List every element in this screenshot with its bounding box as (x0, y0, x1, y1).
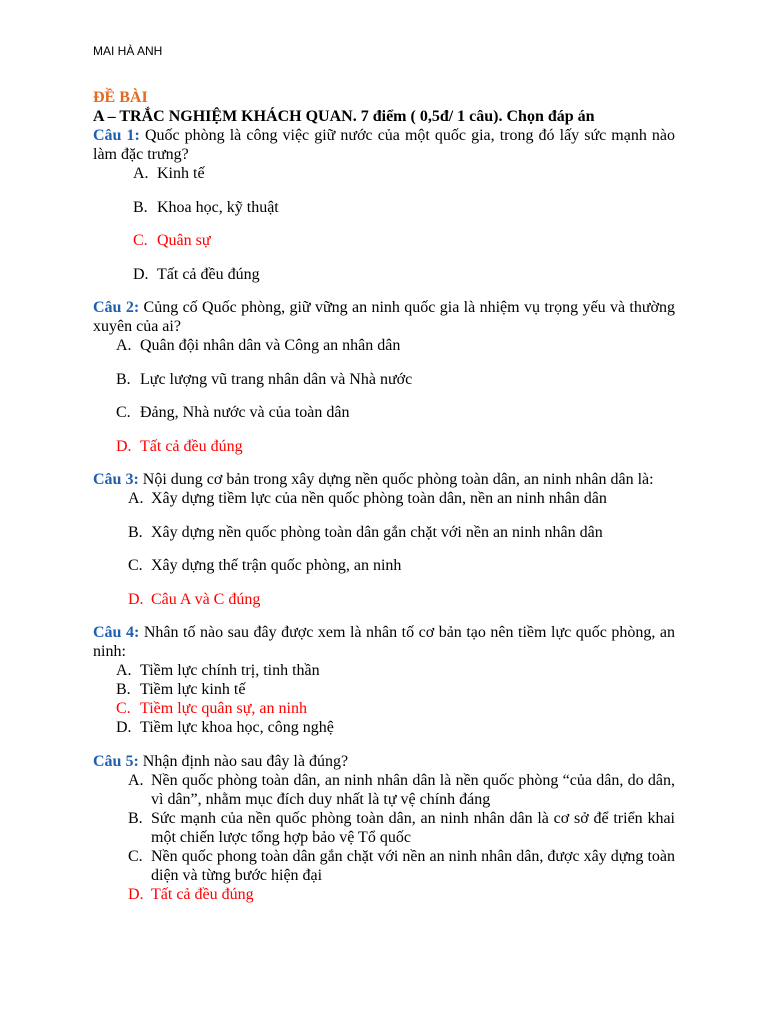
question-text (93, 752, 675, 771)
option (93, 523, 675, 542)
option-letter: A. (116, 337, 132, 354)
option (93, 336, 675, 355)
option-letter: A. (128, 490, 144, 507)
option-text: Tất cả đều đúng (140, 437, 243, 455)
option-correct (93, 699, 675, 718)
option-text: Tất cả đều đúng (151, 885, 254, 903)
option-letter: A. (128, 771, 144, 789)
option-text: Nền quốc phong toàn dân gắn chặt với nền an ninh nhân dân, được xây dựng toàn diện và từng bước hiện đại (151, 847, 675, 884)
author-header: MAI HÀ ANH (93, 44, 163, 58)
option-letter: A. (116, 662, 132, 679)
option-letter: D. (128, 885, 144, 903)
option-text: Xây dựng thế trận quốc phòng, an ninh (151, 557, 402, 574)
option-text: Khoa học, kỹ thuật (157, 198, 279, 216)
option-letter: C. (128, 847, 143, 865)
question-3 (93, 470, 675, 609)
question-label: Câu 5: (93, 752, 139, 770)
option-correct (93, 590, 675, 609)
option (93, 370, 675, 389)
option (93, 771, 675, 809)
option-text: Tiềm lực khoa học, công nghệ (140, 719, 334, 736)
option-text: Lực lượng vũ trang nhân dân và Nhà nước (140, 370, 413, 388)
option-text: Câu A và C đúng (151, 590, 261, 608)
question-body: Củng cố Quốc phòng, giữ vững an ninh quốc gia là nhiệm vụ trọng yếu và thường xuyên của ai? (93, 299, 675, 335)
question-text (93, 126, 675, 164)
option-letter: D. (128, 590, 144, 608)
option-text: Kinh tế (157, 165, 205, 182)
option-letter: A. (133, 165, 149, 182)
exam-title: ĐỀ BÀI (93, 89, 148, 106)
question-2 (93, 298, 675, 456)
option (93, 198, 675, 217)
option-correct (93, 231, 675, 250)
option-text: Nền quốc phòng toàn dân, an ninh nhân dân là nền quốc phòng “của dân, do dân, vì dân”, nhằm mục đích duy nhất là tự vệ chính đáng (151, 771, 675, 808)
option-letter: C. (116, 404, 131, 421)
option-text: Xây dựng nền quốc phòng toàn dân gắn chặt với nền an ninh nhân dân (151, 523, 603, 541)
option (93, 489, 675, 508)
option-text: Tiềm lực chính trị, tinh thần (140, 662, 320, 679)
question-label: Câu 4: (93, 624, 140, 641)
option-text: Quân đội nhân dân và Công an nhân dân (140, 337, 401, 354)
question-5 (93, 752, 675, 904)
option-letter: C. (116, 700, 131, 717)
option-letter: B. (133, 198, 148, 216)
option-text: Quân sự (157, 232, 211, 249)
option-correct (93, 885, 675, 904)
question-text (93, 470, 675, 489)
option-letter: C. (128, 557, 143, 574)
question-body: Nội dung cơ bản trong xây dựng nền quốc phòng toàn dân, an ninh nhân dân là: (142, 471, 654, 488)
option-correct (93, 437, 675, 456)
option-letter: B. (128, 809, 143, 827)
option-letter: D. (133, 265, 149, 283)
option-letter: C. (133, 232, 148, 249)
question-text (93, 623, 675, 661)
option-text: Sức mạnh của nền quốc phòng toàn dân, an ninh nhân dân là cơ sở để triển khai một chiến lược tổng hợp bảo vệ Tổ quốc (151, 809, 675, 846)
option-text: Xây dựng tiềm lực của nền quốc phòng toàn dân, nền an ninh nhân dân (151, 490, 607, 507)
question-body: Quốc phòng là công việc giữ nước của một quốc gia, trong đó lấy sức mạnh nào làm đặc trưng? (93, 127, 676, 163)
option-letter: B. (128, 523, 143, 541)
option (93, 164, 675, 183)
question-body: Nhân tố nào sau đây được xem là nhân tố cơ bản tạo nên tiềm lực quốc phòng, an ninh: (93, 624, 676, 660)
option (93, 718, 675, 737)
question-4 (93, 623, 675, 737)
question-1 (93, 126, 675, 284)
option-letter: D. (116, 437, 132, 455)
option-letter: B. (116, 370, 131, 388)
option (93, 847, 675, 885)
option (93, 661, 675, 680)
option (93, 556, 675, 575)
exam-content (93, 88, 675, 904)
question-label: Câu 3: (93, 471, 139, 488)
option-text: Tiềm lực kinh tế (140, 681, 246, 698)
question-label: Câu 2: (93, 299, 140, 316)
option-letter: B. (116, 681, 131, 698)
option (93, 680, 675, 699)
option (93, 809, 675, 847)
question-label: Câu 1: (93, 127, 140, 144)
option-text: Tất cả đều đúng (157, 265, 260, 283)
option (93, 265, 675, 284)
option-text: Tiềm lực quân sự, an ninh (140, 700, 307, 717)
option-text: Đảng, Nhà nước và của toàn dân (140, 404, 350, 421)
section-heading: A – TRẮC NGHIỆM KHÁCH QUAN. 7 điểm ( 0,5đ/ 1 câu). Chọn đáp án (93, 108, 595, 125)
question-body: Nhận định nào sau đây là đúng? (142, 752, 349, 770)
option-letter: D. (116, 719, 132, 736)
question-text (93, 298, 675, 336)
option (93, 403, 675, 422)
